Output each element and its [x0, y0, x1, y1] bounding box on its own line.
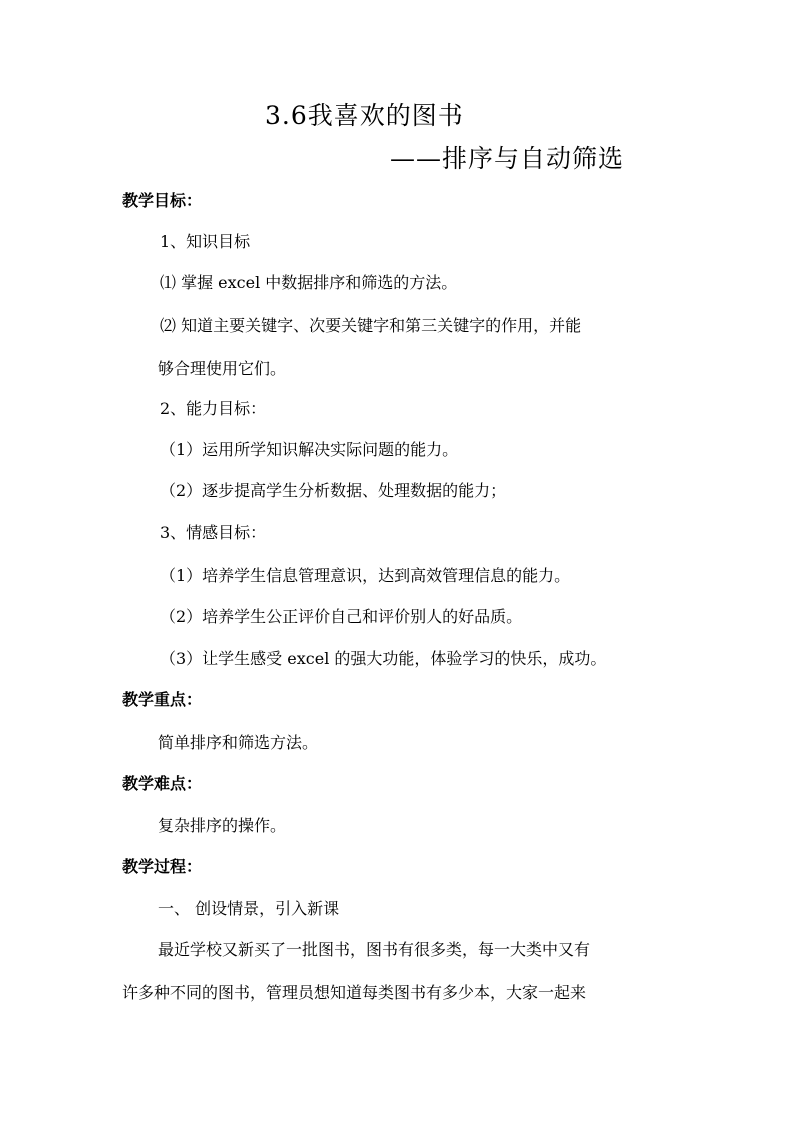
knowledge-objective-label: 1、知识目标 — [160, 232, 251, 251]
process-heading: 教学过程： — [122, 857, 203, 876]
knowledge-item-2-line-2: 够合理使用它们。 — [158, 359, 287, 378]
document-title: 3.6我喜欢的图书 — [265, 101, 464, 130]
key-points-heading: 教学重点： — [122, 690, 203, 709]
key-points-text: 简单排序和筛选方法。 — [158, 733, 319, 752]
emotion-item-3: （3）让学生感受 excel 的强大功能，体验学习的快乐，成功。 — [160, 649, 607, 668]
process-paragraph-line-1: 最近学校又新买了一批图书，图书有很多类，每一大类中又有 — [158, 940, 591, 959]
ability-item-2: （2）逐步提高学生分析数据、处理数据的能力； — [160, 481, 507, 500]
difficulties-text: 复杂排序的操作。 — [158, 816, 287, 835]
emotion-item-1: （1）培养学生信息管理意识，达到高效管理信息的能力。 — [160, 566, 571, 585]
process-step-1: 一、 创设情景，引入新课 — [158, 899, 340, 918]
difficulties-heading: 教学难点： — [122, 774, 203, 793]
ability-item-1: （1）运用所学知识解决实际问题的能力。 — [160, 440, 459, 459]
knowledge-item-1: ⑴ 掌握 excel 中数据排序和筛选的方法。 — [160, 273, 458, 292]
emotion-item-2: （2）培养学生公正评价自己和评价别人的好品质。 — [160, 607, 523, 626]
emotion-objective-label: 3、情感目标： — [160, 523, 267, 542]
knowledge-item-2-line-1: ⑵ 知道主要关键字、次要关键字和第三关键字的作用，并能 — [160, 316, 582, 335]
process-paragraph-line-2: 许多种不同的图书，管理员想知道每类图书有多少本，大家一起来 — [122, 983, 587, 1002]
document-subtitle: ——排序与自动筛选 — [390, 144, 625, 173]
ability-objective-label: 2、能力目标： — [160, 399, 267, 418]
objectives-heading: 教学目标： — [122, 191, 203, 210]
